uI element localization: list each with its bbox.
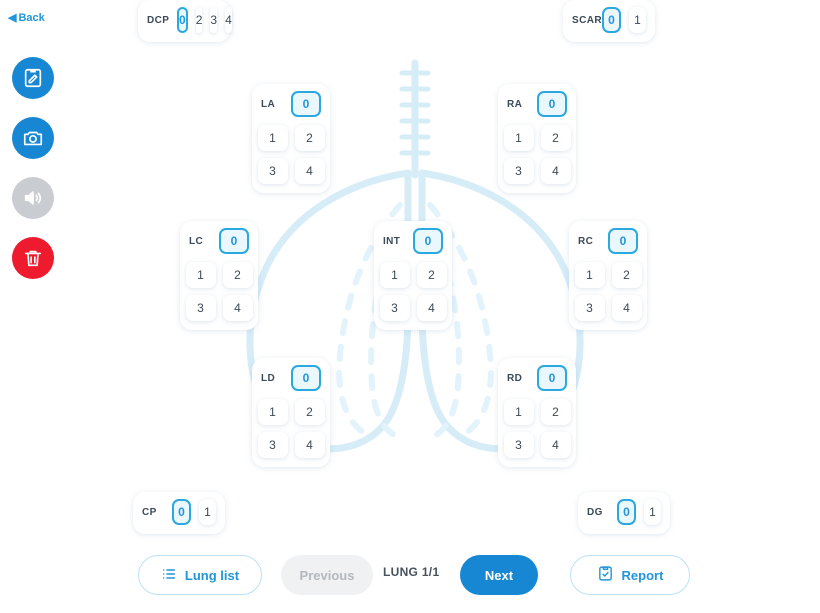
lung-list-label: Lung list — [184, 567, 240, 583]
note-button[interactable] — [12, 57, 54, 99]
zone-label-cp: CP — [142, 506, 157, 518]
zone-dcp-option-3[interactable]: 3 — [210, 7, 217, 33]
zone-panel-dcp — [138, 0, 230, 42]
previous-label: Previous — [299, 567, 355, 583]
zone-lc-grid — [189, 262, 249, 321]
zone-rd-selected[interactable]: 0 — [537, 365, 567, 391]
zone-label-la: LA — [261, 98, 276, 110]
sound-button[interactable] — [12, 177, 54, 219]
zone-int-selected[interactable]: 0 — [413, 228, 443, 254]
zone-label-lc: LC — [189, 235, 204, 247]
zone-ra-option-3[interactable]: 3 — [504, 158, 534, 184]
footer-bar — [0, 543, 820, 613]
speaker-icon — [22, 187, 44, 209]
zone-panel-cp — [133, 492, 225, 534]
zone-rc-grid — [578, 262, 638, 321]
zone-ld-option-1[interactable]: 1 — [258, 399, 288, 425]
next-label: Next — [484, 567, 514, 583]
zone-rc-option-1[interactable]: 1 — [575, 262, 605, 288]
zone-panel-scar — [563, 0, 655, 42]
zone-rd-option-1[interactable]: 1 — [504, 399, 534, 425]
zone-ld-option-4[interactable]: 4 — [295, 432, 325, 458]
trash-icon — [22, 247, 44, 269]
zone-la-selected[interactable]: 0 — [291, 91, 321, 117]
zone-ld-option-3[interactable]: 3 — [258, 432, 288, 458]
zone-rc-option-3[interactable]: 3 — [575, 295, 605, 321]
zone-panel-int — [374, 221, 452, 330]
zone-lc-option-1[interactable]: 1 — [186, 262, 216, 288]
list-icon — [161, 566, 177, 585]
zone-label-rc: RC — [578, 235, 594, 247]
zone-panel-ra — [498, 84, 576, 193]
zone-label-dcp: DCP — [147, 14, 170, 26]
zone-panel-dg — [578, 492, 670, 534]
zone-ra-option-2[interactable]: 2 — [541, 125, 571, 151]
clipboard-edit-icon — [22, 67, 44, 89]
zone-label-rd: RD — [507, 372, 523, 384]
zone-dg-option-1[interactable]: 1 — [644, 499, 661, 525]
arrow-left-icon: ◀ — [8, 11, 17, 24]
zone-ra-selected[interactable]: 0 — [537, 91, 567, 117]
zone-rc-option-2[interactable]: 2 — [612, 262, 642, 288]
zone-la-option-1[interactable]: 1 — [258, 125, 288, 151]
back-button[interactable] — [8, 12, 45, 24]
camera-button[interactable] — [12, 117, 54, 159]
left-toolbar — [0, 0, 66, 613]
zone-cp-option-0[interactable]: 0 — [172, 499, 191, 525]
zone-ld-option-2[interactable]: 2 — [295, 399, 325, 425]
zone-label-ld: LD — [261, 372, 276, 384]
zone-rd-grid — [507, 399, 567, 458]
zone-label-int: INT — [383, 235, 401, 247]
zone-rc-selected[interactable]: 0 — [608, 228, 638, 254]
zone-panel-rd — [498, 358, 576, 467]
zone-ra-option-1[interactable]: 1 — [504, 125, 534, 151]
back-button-label: Back — [18, 12, 45, 24]
zone-la-option-4[interactable]: 4 — [295, 158, 325, 184]
zone-lc-selected[interactable]: 0 — [219, 228, 249, 254]
zone-dg-option-0[interactable]: 0 — [617, 499, 636, 525]
zone-dcp-option-2[interactable]: 2 — [196, 7, 203, 33]
zone-int-option-4[interactable]: 4 — [417, 295, 447, 321]
zone-dcp-option-0[interactable]: 0 — [177, 7, 188, 33]
zone-la-option-2[interactable]: 2 — [295, 125, 325, 151]
camera-icon — [22, 127, 44, 149]
delete-button[interactable] — [12, 237, 54, 279]
zone-la-option-3[interactable]: 3 — [258, 158, 288, 184]
zone-lc-option-4[interactable]: 4 — [223, 295, 253, 321]
zone-panel-la — [252, 84, 330, 193]
zone-scar-option-0[interactable]: 0 — [602, 7, 621, 33]
zone-lc-option-2[interactable]: 2 — [223, 262, 253, 288]
zone-ld-grid — [261, 399, 321, 458]
zone-int-option-3[interactable]: 3 — [380, 295, 410, 321]
zone-ld-selected[interactable]: 0 — [291, 365, 321, 391]
zone-int-option-2[interactable]: 2 — [417, 262, 447, 288]
zone-panel-rc — [569, 221, 647, 330]
zone-label-ra: RA — [507, 98, 523, 110]
zone-rd-option-3[interactable]: 3 — [504, 432, 534, 458]
zone-la-grid — [261, 125, 321, 184]
zone-ra-option-4[interactable]: 4 — [541, 158, 571, 184]
previous-button[interactable] — [281, 555, 373, 595]
zone-rd-option-4[interactable]: 4 — [541, 432, 571, 458]
zone-int-option-1[interactable]: 1 — [380, 262, 410, 288]
clipboard-check-icon — [597, 565, 614, 585]
zone-label-dg: DG — [587, 506, 603, 518]
zone-scar-option-1[interactable]: 1 — [629, 7, 646, 33]
zone-label-scar: SCAR — [572, 14, 602, 26]
zone-ra-grid — [507, 125, 567, 184]
next-button[interactable] — [460, 555, 538, 595]
lung-list-button[interactable] — [138, 555, 262, 595]
zone-dcp-option-4[interactable]: 4 — [225, 7, 232, 33]
zone-cp-option-1[interactable]: 1 — [199, 499, 216, 525]
zone-int-grid — [383, 262, 443, 321]
zone-panel-lc — [180, 221, 258, 330]
report-button[interactable] — [570, 555, 690, 595]
zone-lc-option-3[interactable]: 3 — [186, 295, 216, 321]
page-indicator: LUNG 1/1 — [383, 565, 440, 579]
zone-rd-option-2[interactable]: 2 — [541, 399, 571, 425]
zone-rc-option-4[interactable]: 4 — [612, 295, 642, 321]
zone-panel-ld — [252, 358, 330, 467]
report-label: Report — [621, 567, 664, 583]
